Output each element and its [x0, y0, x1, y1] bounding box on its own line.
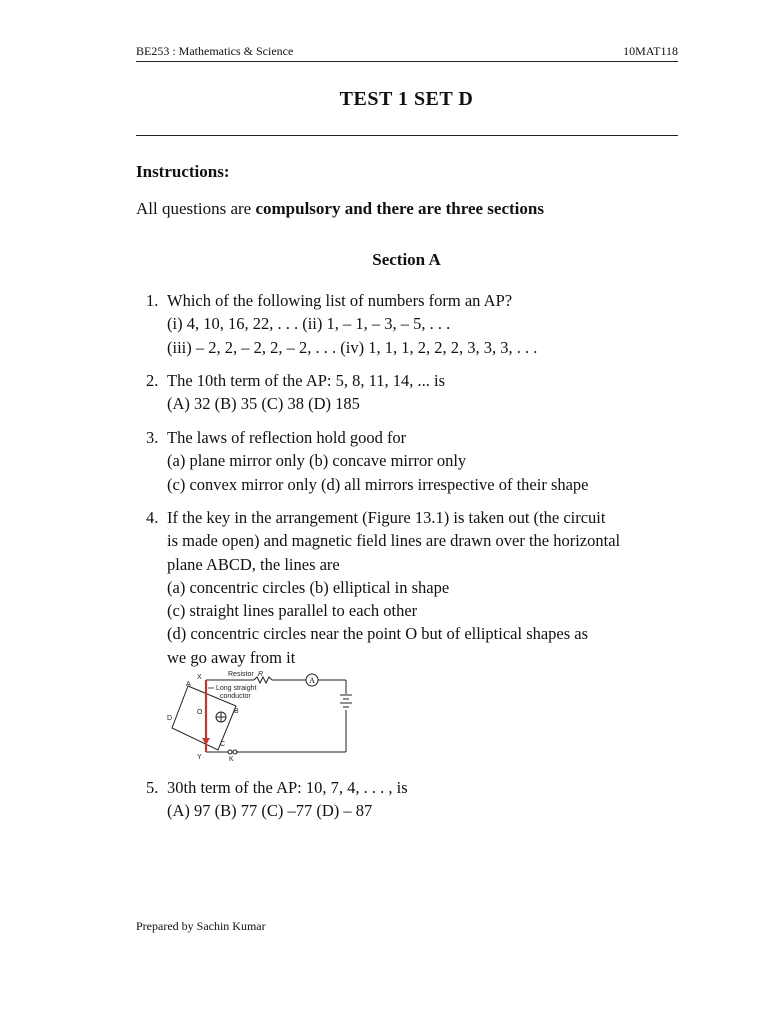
question-5	[146, 776, 686, 823]
page-footer: Prepared by Sachin Kumar	[136, 919, 266, 933]
question-option-line: (a) plane mirror only (b) concave mirror only	[167, 451, 467, 471]
course-code: BE253 : Mathematics & Science	[136, 44, 294, 58]
question-4	[146, 506, 686, 669]
instructions-text	[136, 199, 544, 219]
question-option-line: (c) straight lines parallel to each other	[167, 601, 418, 621]
question-text: plane ABCD, the lines are	[167, 554, 340, 574]
point-a-label: A	[186, 681, 191, 688]
question-option-line: (A) 97 (B) 77 (C) –77 (D) – 87	[167, 801, 373, 821]
question-number: 4.	[146, 508, 159, 527]
point-x-label: X	[197, 674, 202, 681]
question-text: If the key in the arrangement (Figure 13.1) is taken out (the circuit	[167, 508, 606, 527]
point-o-label: O	[197, 709, 203, 716]
question-option-line: (a) concentric circles (b) elliptical in shape	[167, 577, 450, 597]
resistor-label: Resistor	[228, 671, 254, 678]
section-heading: Section A	[372, 250, 441, 269]
page-header	[136, 44, 678, 60]
ammeter-label: A	[309, 676, 315, 685]
point-b-label: B	[234, 708, 239, 715]
instructions-bold: compulsory and there are three sections	[255, 199, 544, 218]
question-option-line: (c) convex mirror only (d) all mirrors irrespective of their shape	[167, 474, 589, 494]
question-number: 1.	[146, 291, 159, 310]
question-option-line: we go away from it	[167, 647, 296, 667]
conductor-label-2: conductor	[220, 693, 251, 700]
question-number: 2.	[146, 371, 159, 390]
instructions-plain: All questions are	[136, 199, 256, 218]
page-title: TEST 1 SET D	[339, 88, 474, 110]
question-option-line: (A) 32 (B) 35 (C) 38 (D) 185	[167, 394, 360, 414]
question-option-line: (iii) – 2, 2, – 2, 2, – 2, . . . (iv) 1, 1, 1, 2, 2, 2, 3, 3, 3, . . .	[167, 337, 538, 357]
question-option-line: (d) concentric circles near the point O but of elliptical shapes as	[167, 624, 589, 644]
question-option-line: (i) 4, 10, 16, 22, . . . (ii) 1, – 1, – 3, – 5, . . .	[167, 314, 451, 334]
instructions-heading: Instructions:	[136, 162, 230, 181]
point-y-label: Y	[197, 754, 202, 761]
document-code: 10MAT118	[623, 44, 678, 58]
question-3	[146, 426, 686, 496]
key-label: K	[229, 756, 234, 763]
question-2	[146, 369, 686, 416]
question-number: 3.	[146, 428, 159, 447]
title-rule	[136, 135, 678, 136]
current-arrow-icon	[202, 738, 210, 745]
question-text: The laws of reflection hold good for	[167, 428, 407, 447]
question-text: 30th term of the AP: 10, 7, 4, . . . , is	[167, 778, 408, 797]
question-text: is made open) and magnetic field lines are drawn over the horizontal	[167, 531, 621, 551]
question-text: Which of the following list of numbers form an AP?	[167, 291, 513, 310]
point-c-label: C	[220, 741, 226, 748]
question-text: The 10th term of the AP: 5, 8, 11, 14, ... is	[167, 371, 446, 390]
key-icon	[228, 750, 237, 754]
circuit-diagram	[166, 668, 356, 763]
resistance-label: R	[258, 671, 264, 678]
header-rule	[136, 61, 678, 62]
conductor-label-1: Long straight	[216, 685, 257, 692]
battery-icon	[340, 695, 352, 707]
question-number: 5.	[146, 778, 159, 797]
point-d-label: D	[167, 715, 173, 722]
question-1	[146, 289, 686, 359]
